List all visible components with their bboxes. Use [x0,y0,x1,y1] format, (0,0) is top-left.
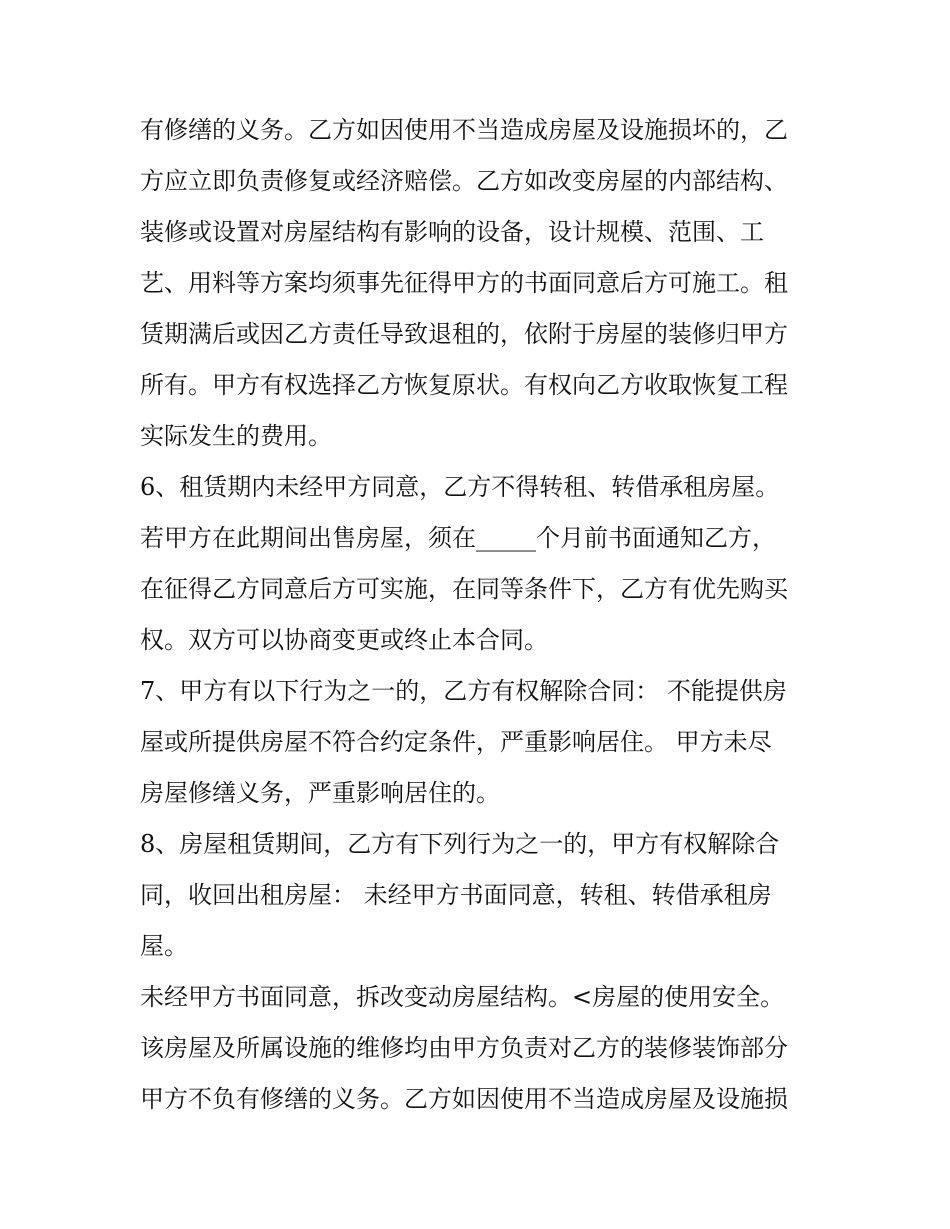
clause-6-line: 6、租赁期内未经甲方同意，乙方不得转租、转借承租房屋。 [140,473,780,501]
text-line: 方应立即负责修复或经济赔偿。乙方如改变房屋的内部结构、 [140,167,788,195]
text-line: 甲方不负有修缮的义务。乙方如因使用不当造成房屋及设施损 [140,1085,788,1113]
text-line: 实际发生的费用。 [140,422,332,450]
text-line: 艺、用料等方案均须事先征得甲方的书面同意后方可施工。租 [140,269,788,297]
text-line: 未经甲方书面同意，拆改变动房屋结构。<房屋的使用安全。 [140,983,785,1011]
text-line: 屋或所提供房屋不符合约定条件，严重影响居住。 甲方未尽 [140,728,772,756]
text-line: 装修或设置对房屋结构有影响的设备，设计规模、范围、工 [140,218,764,246]
text-line: 同，收回出租房屋： 未经甲方书面同意，转租、转借承租房 [140,881,772,909]
text-line: 房屋修缮义务，严重影响居住的。 [140,779,500,807]
text-line: 在征得乙方同意后方可实施，在同等条件下，乙方有优先购买 [140,575,788,603]
text-line: 若甲方在此期间出售房屋，须在_____个月前书面通知乙方， [140,524,776,552]
clause-7-line: 7、甲方有以下行为之一的，乙方有权解除合同： 不能提供房 [140,677,787,705]
text-line: 屋。 [140,932,188,960]
text-line: 有修缮的义务。乙方如因使用不当造成房屋及设施损坏的，乙 [140,116,788,144]
text-line: 赁期满后或因乙方责任导致退租的，依附于房屋的装修归甲方 [140,320,788,348]
text-line: 所有。甲方有权选择乙方恢复原状。有权向乙方收取恢复工程 [140,371,788,399]
clause-8-line: 8、房屋租赁期间，乙方有下列行为之一的，甲方有权解除合 [140,830,780,858]
text-line: 该房屋及所属设施的维修均由甲方负责对乙方的装修装饰部分 [140,1034,788,1062]
text-line: 权。双方可以协商变更或终止本合同。 [140,626,548,654]
document-body [140,105,820,1125]
